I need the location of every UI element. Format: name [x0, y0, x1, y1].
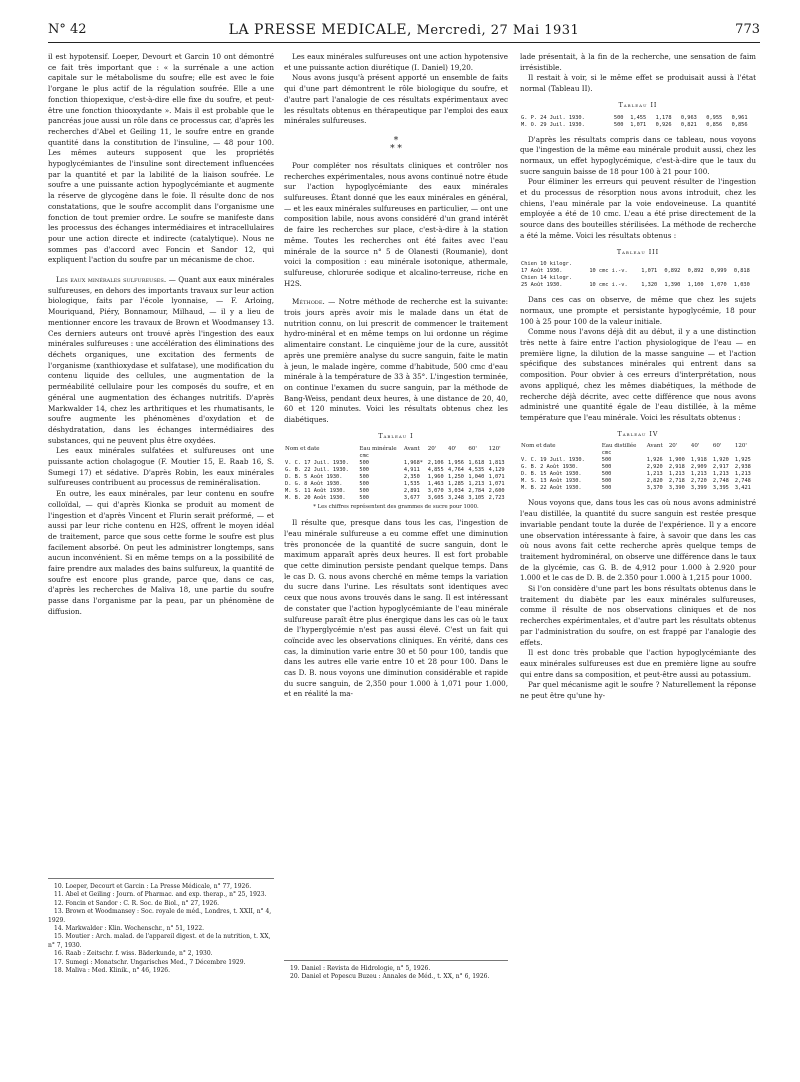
table-cell: M. S. 13 Août 1930.: [521, 478, 582, 485]
section-heading: Méthode.: [292, 297, 325, 307]
table-cell: 3,395: [712, 485, 729, 492]
table-row: [284, 467, 508, 474]
table-cell: 500: [613, 121, 624, 128]
table-cell: 0,961: [731, 114, 748, 121]
table-cell: 4,764: [448, 466, 464, 473]
table-cell: 0,892: [687, 268, 704, 275]
page-header: [48, 22, 760, 43]
table-cell: [663, 261, 686, 268]
table-cell: V. C. 17 Juil. 1930.: [285, 459, 349, 466]
table-cell: 4,911: [403, 466, 420, 473]
table-cell: 500: [359, 473, 369, 480]
table-row: [284, 495, 508, 502]
table-header-cell: 60': [712, 443, 722, 450]
table-cell: [488, 453, 508, 460]
paragraph: Nous voyons que, dans tous les cas où nous avons administré l'eau distillée, la quantité du sucre sanguin est restée presque invariable pendant toute la durée de l'expérience. Il y a encore une observation intéressante à faire, à savoir que dans les cas où nous avons fait cette recherche après quelque temps de traitement hydrominéral, on observe une différence dans le taux de la glycémie, cas G. B. de 4,912 pour 1.000 à 2.920 pour 1.000 et le cas de D. B. de 2.350 pour 1.000 à 1,215 pour 1000.: [520, 498, 756, 583]
table-cell: G. B. 2 Août 1930.: [521, 464, 579, 471]
table-cell: [663, 275, 686, 282]
table-cell: [427, 453, 447, 460]
table-cell: 2,723: [488, 494, 505, 501]
table-cell: [733, 275, 756, 282]
table-cell: 500: [359, 466, 369, 473]
issue-number: N° 42: [48, 22, 87, 37]
table-row: [520, 115, 756, 122]
table-cell: 1,178: [655, 114, 672, 121]
table-2: [520, 115, 756, 129]
table-cell: [640, 275, 663, 282]
table-header-cell: 60': [468, 445, 477, 452]
table-cell: 2,718: [668, 478, 685, 485]
table-cell: 3,070: [427, 487, 444, 494]
table-cell: 2,920: [646, 464, 663, 471]
footnote: 11. Abel et Geiling : Journ. of Pharmac. and exp. therap., n° 25, 1923.: [54, 891, 267, 899]
table-cell: 2,891: [403, 487, 420, 494]
table-cell: V. C. 19 Juil. 1930.: [521, 457, 585, 464]
table-cell: 1,213: [646, 471, 663, 478]
table-cell: [588, 261, 640, 268]
footnote: 13. Brown et Woodmansey : Soc. royale de méd., Londres, t. XXII, n° 4, 1929.: [48, 908, 272, 924]
table-cell: 10 cmc i.-v.: [589, 268, 628, 275]
table-header-cell: 120': [488, 445, 501, 452]
table-cell: G. B. 22 Juil. 1930.: [285, 466, 349, 473]
table-cell: 17 Août 1930.: [521, 268, 563, 275]
table-cell: 1,968*: [403, 459, 423, 466]
table-cell: 1,071: [488, 473, 505, 480]
table-cell: [284, 453, 358, 460]
table-1-note: * Les chiffres représentent des grammes de sucre pour 1000.: [313, 503, 479, 510]
table-cell: 500: [613, 114, 624, 121]
table-cell: 0,856: [731, 121, 748, 128]
footnotes-middle: [284, 960, 508, 982]
table-cell: 1,900: [668, 457, 685, 464]
table-cell: 500: [601, 485, 612, 492]
page-number: 773: [735, 22, 760, 37]
table-cell: 1,213: [468, 480, 485, 487]
table-cell: D. B. 15 Août 1930.: [521, 471, 582, 478]
table-cell: 2,106: [427, 459, 444, 466]
table-cell: 0,821: [680, 121, 697, 128]
table-cell: [687, 261, 710, 268]
table-cell: 1,813: [488, 459, 505, 466]
footnote: 20. Daniel et Popescu Buzeu : Annales de Méd., t. XX, n° 6, 1926.: [290, 973, 490, 981]
table-cell: M. O. 29 Juil. 1930.: [521, 121, 585, 128]
paragraph: Nous avons jusqu'à présent apporté un ensemble de faits qui d'une part démontrent le rôle biologique du soufre, et d'autre part l'analogie de ces résultats expérimentaux avec les résultats obtenus en thérapeutique par l'emploi des eaux minérales sulfureuses.: [284, 73, 508, 126]
table-cell: cmc: [359, 452, 369, 459]
table-cell: 1,070: [710, 282, 727, 289]
table-header-cell: 40': [448, 445, 457, 452]
paragraph: lade présentait, à la fin de la recherche, une sensation de faim irrésistible.: [520, 52, 756, 72]
footnote: 17. Sumegi : Monatschr. Ungarisches Med., 7 Décembre 1929.: [54, 958, 246, 966]
table-cell: 1,071: [630, 121, 647, 128]
table-cell: 2,938: [734, 464, 751, 471]
table-cell: 2,748: [712, 478, 729, 485]
table-cell: 500: [601, 471, 612, 478]
table-cell: 1,918: [690, 457, 707, 464]
table-cell: 0,955: [706, 114, 723, 121]
footnote: 16. Raab : Zeitschr. f. wiss. Bäderkunde, n° 2, 1930.: [54, 950, 213, 958]
table-cell: 1,618: [468, 459, 485, 466]
table-cell: 2,748: [734, 478, 751, 485]
table-cell: [447, 453, 467, 460]
table-4: [520, 443, 756, 492]
table-cell: 0,926: [655, 121, 672, 128]
paragraph: Les eaux minérales sulfureuses ont une action hypotensive et une puissante action diurétique (I. Daniel) 19,20.: [284, 52, 508, 72]
table-cell: 4,129: [488, 466, 505, 473]
table-cell: D. G. 8 Août 1930.: [285, 480, 343, 487]
table-cell: D. B. 5 Août 1930.: [285, 473, 343, 480]
table-cell: 1,285: [448, 480, 464, 487]
table-row: [284, 481, 508, 488]
table-cell: 1,960: [427, 473, 444, 480]
table-header-cell: 20': [427, 445, 437, 452]
table-cell: M. B. 20 Août 1930.: [285, 494, 346, 501]
table-cell: cmc: [601, 450, 612, 457]
table-unit-row: [520, 450, 756, 457]
table-cell: [646, 450, 668, 457]
table-header-cell: 120': [734, 443, 747, 450]
table-cell: [734, 450, 756, 457]
paragraph: Par quel mécanisme agit le soufre ? Naturellement la réponse ne peut être qu'une hy-: [520, 680, 756, 701]
column-1: [48, 52, 274, 618]
footnote: 19. Daniel : Revista de Hidrologie, n° 5, 1926.: [290, 965, 431, 972]
table-cell: [520, 450, 601, 457]
table-cell: 0,999: [710, 268, 727, 275]
footnotes-left: [48, 878, 274, 975]
table-header-cell: Avant: [403, 445, 420, 452]
table-header-cell: Eau distillée: [601, 443, 637, 450]
table-cell: G. P. 24 Juil. 1930.: [521, 114, 585, 121]
table-cell: Chien 14 kilogr.: [521, 275, 573, 282]
table-cell: 500: [601, 457, 612, 464]
paragraph: Les eaux minérales sulfatées et sulfureuses ont une puissante action cholagogue (F. Moutier 15, E. Raab 16, S. Sumegi 17) et sédative. D'après Robin, les eaux minérales sulfureuses contribuent au processus de reminéralisation.: [48, 446, 274, 488]
paragraph: Les eaux minérales sulfureuses. — Quant aux eaux minérales sulfureuses, en dehors des importants travaux sur leur action biologique, faits par l'école lyonnaise, — F. Arloing, Mouriquand, Piéry, Bonnamour, Milhaud, — il y a lieu de mentionner encore les travaux de Brown et Woodmansey 13. Ces derniers auteurs ont trouvé après l'ingestion des eaux minérales sulfureuses : une accélération des éliminations des déchets organiques, une excitation des ferments de l'organisme (xanthioxydase et sulfatase), une modification du contenu liquide des cellules, une augmentation de la perméabilité cellulaire pour les composés du soufre, et en général une augmentation des échanges nutritifs. D'après Markwalder 14, chez les arthritiques et les rhumatisants, le soufre augmente les phénomènes d'oxydation et de déshydratation, dans les échanges intermédiaires des substances, qui ne peuvent plus être oxydées.: [48, 275, 274, 445]
table-cell: [690, 450, 712, 457]
paragraph: Si l'on considère d'une part les bons résultats obtenus dans le traitement du diabète par les eaux minérales sulfureuses, comme il résulte de nos observations cliniques et de nos recherches expérimentales, et d'autre part les résultats obtenus par l'administration du soufre, on est frappé par l'analogie des effets.: [520, 584, 756, 647]
table-cell: 500: [601, 464, 612, 471]
paragraph: Méthode. — Notre méthode de recherche est la suivante: trois jours après avoir mis le malade dans un état de nutrition connu, on lui prescrit de commencer le traitement hydro-minéral et en même temps on lui ordonne un régime alimentaire constant. Le cinquième jour de la cure, aussitôt après une première analyse du sucre sanguin, faite le matin à jeun, le malade ingère, comme d'habitude, 500 cmc d'eau minérale à la température de 33 à 35°. L'ingestion terminée, on continue l'examen du sucre sanguin, par la méthode de Bang-Weiss, pendant deux heures, à une distance de 20, 40, 60 et 120 minutes. Voici les résultats obtenus chez les diabétiques.: [284, 297, 508, 425]
table-cell: 1,100: [687, 282, 704, 289]
table-cell: [710, 261, 733, 268]
table-cell: 2,720: [690, 478, 707, 485]
table-cell: 1,030: [733, 282, 750, 289]
table-cell: 10 cmc i.-v.: [589, 282, 628, 289]
table-cell: Chien 10 kilogr.: [521, 261, 573, 268]
table-row: [284, 474, 508, 481]
paragraph: Comme nous l'avons déjà dit au début, il y a une distinction très nette à faire entre l'action physiologique de l'eau — en première ligne, la dilution de la masse sanguine — et l'action spécifique des substances minérales qui entrent dans sa composition. Pour obvier à ces erreurs d'interprétation, nous avons appliqué, chez les mêmes diabétiques, la méthode de recherche déjà décrite, avec cette différence que nous avons administré une quantité égale de l'eau distillée, à la même température que l'eau minérale. Voici les résultats obtenus :: [520, 327, 756, 422]
table-header-cell: Avant: [646, 443, 663, 450]
column-2: [284, 52, 508, 700]
table-1-caption: Tableau I: [378, 432, 414, 440]
table-cell: 0,818: [733, 268, 750, 275]
table-cell: 2,350: [403, 473, 420, 480]
section-separator: * * *: [390, 135, 402, 154]
paragraph: Il restait à voir, si le même effet se produisait aussi à l'état normal (Tableau II).: [520, 73, 756, 94]
table-cell: [712, 450, 734, 457]
table-cell: 1,956: [448, 459, 464, 466]
table-cell: 1,455: [630, 114, 647, 121]
table-cell: 1,390: [664, 282, 681, 289]
table-3: [520, 261, 756, 289]
table-cell: [403, 453, 427, 460]
table-header-cell: Eau minérale: [359, 445, 397, 452]
table-header-cell: 20': [668, 443, 678, 450]
table-cell: 3,370: [646, 485, 663, 492]
table-cell: M. S. 11 Août 1930.: [285, 487, 346, 494]
table-cell: 1,920: [712, 457, 729, 464]
table-cell: 1,535: [403, 480, 420, 487]
footnote: 14. Markwalder : Klin. Wochenschr., n° 51, 1922.: [54, 925, 205, 933]
table-cell: [640, 261, 663, 268]
table-cell: [687, 275, 710, 282]
table-1: [284, 446, 508, 502]
table-cell: [710, 275, 733, 282]
paragraph: En outre, les eaux minérales, par leur contenu en soufre colloïdal, — qui d'après Kionka se produit au moment de l'ingestion et d'après Vincent et Flurin serait préformé, — et aussi par leur riche contenu en H2S, offrent le moyen idéal de traitement, parce que sous cette forme le soufre est plus facilement absorbé. On peut les administrer longtemps, sans aucun inconvénient. Si en même temps on a la possibilité de faire prendre aux malades des bains sulfureux, la quantité de soufre est encore plus grande, parce que, dans ce cas, d'après les recherches de Maliva 18, une partie du soufre passe dans l'organisme par la peau, par un phénomène de diffusion.: [48, 489, 274, 616]
footnote: 15. Moutier : Arch. malad. de l'appareil digest. et de la nutrition, t. XX, n° 7, 1930.: [48, 933, 271, 949]
table-cell: 1,213: [712, 471, 729, 478]
paragraph: Il résulte que, presque dans tous les cas, l'ingestion de l'eau minérale sulfureuse a eu comme effet une diminution très prononcée de la quantité de sucre sanguin, dont le maximum apparaît après deux heures. Il est fort probable que cette diminution persiste pendant quelque temps. Dans le cas D. G. nous avons cherché en même temps la variation du sucre dans l'urine. Les résultats sont identiques avec ceux que nous avons trouvés dans le sang. Il est intéressant de constater que l'action hypoglycémiante de l'eau minérale sulfureuse paraît être plus énergique dans les cas où le taux de l'hyperglycémie n'est pas aussi élevé. C'est un fait qui coïncide avec les observations cliniques. En vérité, dans ces cas, la diminution varie entre 30 et 50 pour 100, tandis que dans les autres elle varie entre 10 et 28 pour 100. Dans le cas D. B. nous voyons une diminution considérable et rapide du sucre sanguin, de 2,350 pour 1.000 à 1,071 pour 1.000, et en réalité la ma-: [284, 518, 508, 699]
table-cell: 2,909: [690, 464, 707, 471]
paragraph: Pour éliminer les erreurs qui peuvent résulter de l'ingestion et du processus de résorption nous avons introduit, chez les chiens, l'eau minérale par la voie endoveineuse. La quantité employée a été de 10 cmc. L'eau a été prise directement de la source dans des bouteilles stérilisées. La méthode de recherche a été la même. Voici les résultats obtenus :: [520, 177, 756, 240]
table-cell: [733, 261, 756, 268]
footnote: 12. Foncin et Sandor : C. R. Soc. de Biol., n° 27, 1926.: [54, 899, 220, 907]
table-cell: 3,677: [403, 494, 420, 501]
table-cell: 25 Août 1930.: [521, 282, 563, 289]
table-cell: 3,399: [690, 485, 707, 492]
table-cell: 500: [601, 478, 612, 485]
table-cell: 2,918: [668, 464, 685, 471]
table-cell: 2,600: [488, 487, 505, 494]
table-header-cell: Nom et date: [521, 443, 556, 450]
table-cell: 4,855: [427, 466, 444, 473]
table-cell: 500: [359, 480, 369, 487]
table-cell: 500: [359, 494, 369, 501]
paragraph: Dans ces cas on observe, de même que chez les sujets normaux, une prompte et persistante hypoglycémie, 18 pour 100 à 25 pour 100 de la valeur initiale.: [520, 295, 756, 326]
paragraph: Pour compléter nos résultats cliniques et contrôler nos recherches expérimentales, nous avons continué notre étude sur l'action hypoglycémiante des eaux minérales sulfureuses. Étant donné que les eaux minérales en général, — et les eaux minérales sulfureuses en particulier, — ont une composition labile, nous avons considéré d'un grand intérêt de faire les recherches sur place, c'est-à-dire à la station même. Toutes les recherches ont été faites avec l'eau minérale de la source n° 5 de Olanesti (Roumanie), dont voici la composition : eau minérale isotonique, athermale, sulfureuse, chlorurée sodique et alcalino-terreuse, riche en H2S.: [284, 160, 508, 288]
table-cell: [668, 450, 690, 457]
table-row: [520, 485, 756, 492]
table-cell: 1,320: [641, 282, 658, 289]
table-row: [284, 488, 508, 495]
table-cell: 3,421: [734, 485, 751, 492]
column-3: [520, 52, 756, 702]
footnote: 18. Maliva : Med. Klinik., n° 46, 1926.: [54, 967, 171, 975]
table-cell: 1,213: [690, 471, 707, 478]
table-cell: 1,213: [734, 471, 751, 478]
paragraph: D'après les résultats compris dans ce tableau, nous voyons que l'ingestion de la même eau minérale produit aussi, chez les normaux, un effet hypoglycémique, c'est-à-dire que le taux du sucre sanguin baisse de 18 pour 100 à 21 pour 100.: [520, 134, 756, 176]
table-cell: 2,784: [468, 487, 485, 494]
table-2-caption: Tableau II: [618, 101, 658, 109]
table-cell: 3,034: [448, 487, 464, 494]
table-row: [520, 282, 756, 289]
table-cell: 500: [359, 459, 369, 466]
table-cell: 0,892: [664, 268, 681, 275]
table-cell: [467, 453, 487, 460]
journal-title: LA PRESSE MEDICALE, Mercredi, 27 Mai 1931: [228, 22, 580, 38]
table-cell: 4,535: [468, 466, 485, 473]
section-heading: Les eaux minérales sulfureuses.: [56, 275, 167, 285]
table-cell: 1,040: [468, 473, 485, 480]
table-cell: 0,856: [706, 121, 723, 128]
table-row: [520, 122, 756, 129]
table-cell: 3,605: [427, 494, 444, 501]
table-cell: 2,917: [712, 464, 729, 471]
table-3-caption: Tableau III: [616, 248, 660, 256]
table-header-cell: Nom et date: [285, 445, 320, 452]
table-4-caption: Tableau IV: [617, 430, 659, 438]
table-cell: [588, 275, 640, 282]
table-cell: 2,820: [646, 478, 663, 485]
table-header-cell: 40': [690, 443, 700, 450]
table-cell: 3,105: [468, 494, 485, 501]
table-cell: 1,463: [427, 480, 444, 487]
table-cell: 1,926: [646, 457, 663, 464]
table-cell: 1,925: [734, 457, 751, 464]
table-cell: 0,963: [680, 114, 697, 121]
table-cell: 1,213: [668, 471, 685, 478]
table-cell: 3,248: [448, 494, 464, 501]
table-cell: M. B. 22 Août 1930.: [521, 485, 582, 492]
table-unit-row: [284, 453, 508, 460]
paragraph: Il est donc très probable que l'action hypoglycémiante des eaux minérales sulfureuses est due en première ligne au soufre qui entre dans sa composition, et peut-être aussi au potassium.: [520, 648, 756, 679]
table-row: [284, 460, 508, 467]
table-cell: 1,250: [448, 473, 464, 480]
paragraph: il est hypotensif. Loeper, Devourt et Garcin 10 ont démontré ce fait très important que : « la surrénale a une action capitale sur le métabolisme du soufre; elle est avec le foie l'organe le plus actif de la régulation soufrée. Elle a une fonction thiopexique, c'est-à-dire elle fixe du soufre, et peut-être une fonction thiooxydante ». Mais il est probable que le pancréas joue aussi un rôle dans ce processus car, d'après les recherches d'Abel et Geiling 11, le soufre entre en grande quantité dans la constitution de l'insuline, — 48 pour 100. Les mêmes auteurs supposent que les propriétés hypoglycémiantes de l'insuline sont directement influencées par la quantité et par la labilité de la liaison soufrée. Le soufre a une puissante action hypoglycémiante et augmente la réserve de glycogène dans le foie. Il résulte donc de nos constatations, que le soufre accomplit dans l'organisme une fonction de tout premier ordre. Le soufre se manifeste dans les processus des échanges intermédiaires et intracellulaires pour une action directe et indirecte (catalytique). Nous ne sommes pas d'accord avec Foncin et Sandor 12, qui expliquent l'action du soufre par un mécanisme de choc.: [48, 52, 274, 265]
table-cell: 1,071: [488, 480, 505, 487]
table-row: [520, 268, 756, 275]
table-cell: 3,390: [668, 485, 685, 492]
footnote: 10. Loeper, Decourt et Garcin : La Presse Médicale, n° 77, 1926.: [54, 883, 252, 890]
table-cell: 1,071: [641, 268, 658, 275]
table-cell: 500: [359, 487, 369, 494]
